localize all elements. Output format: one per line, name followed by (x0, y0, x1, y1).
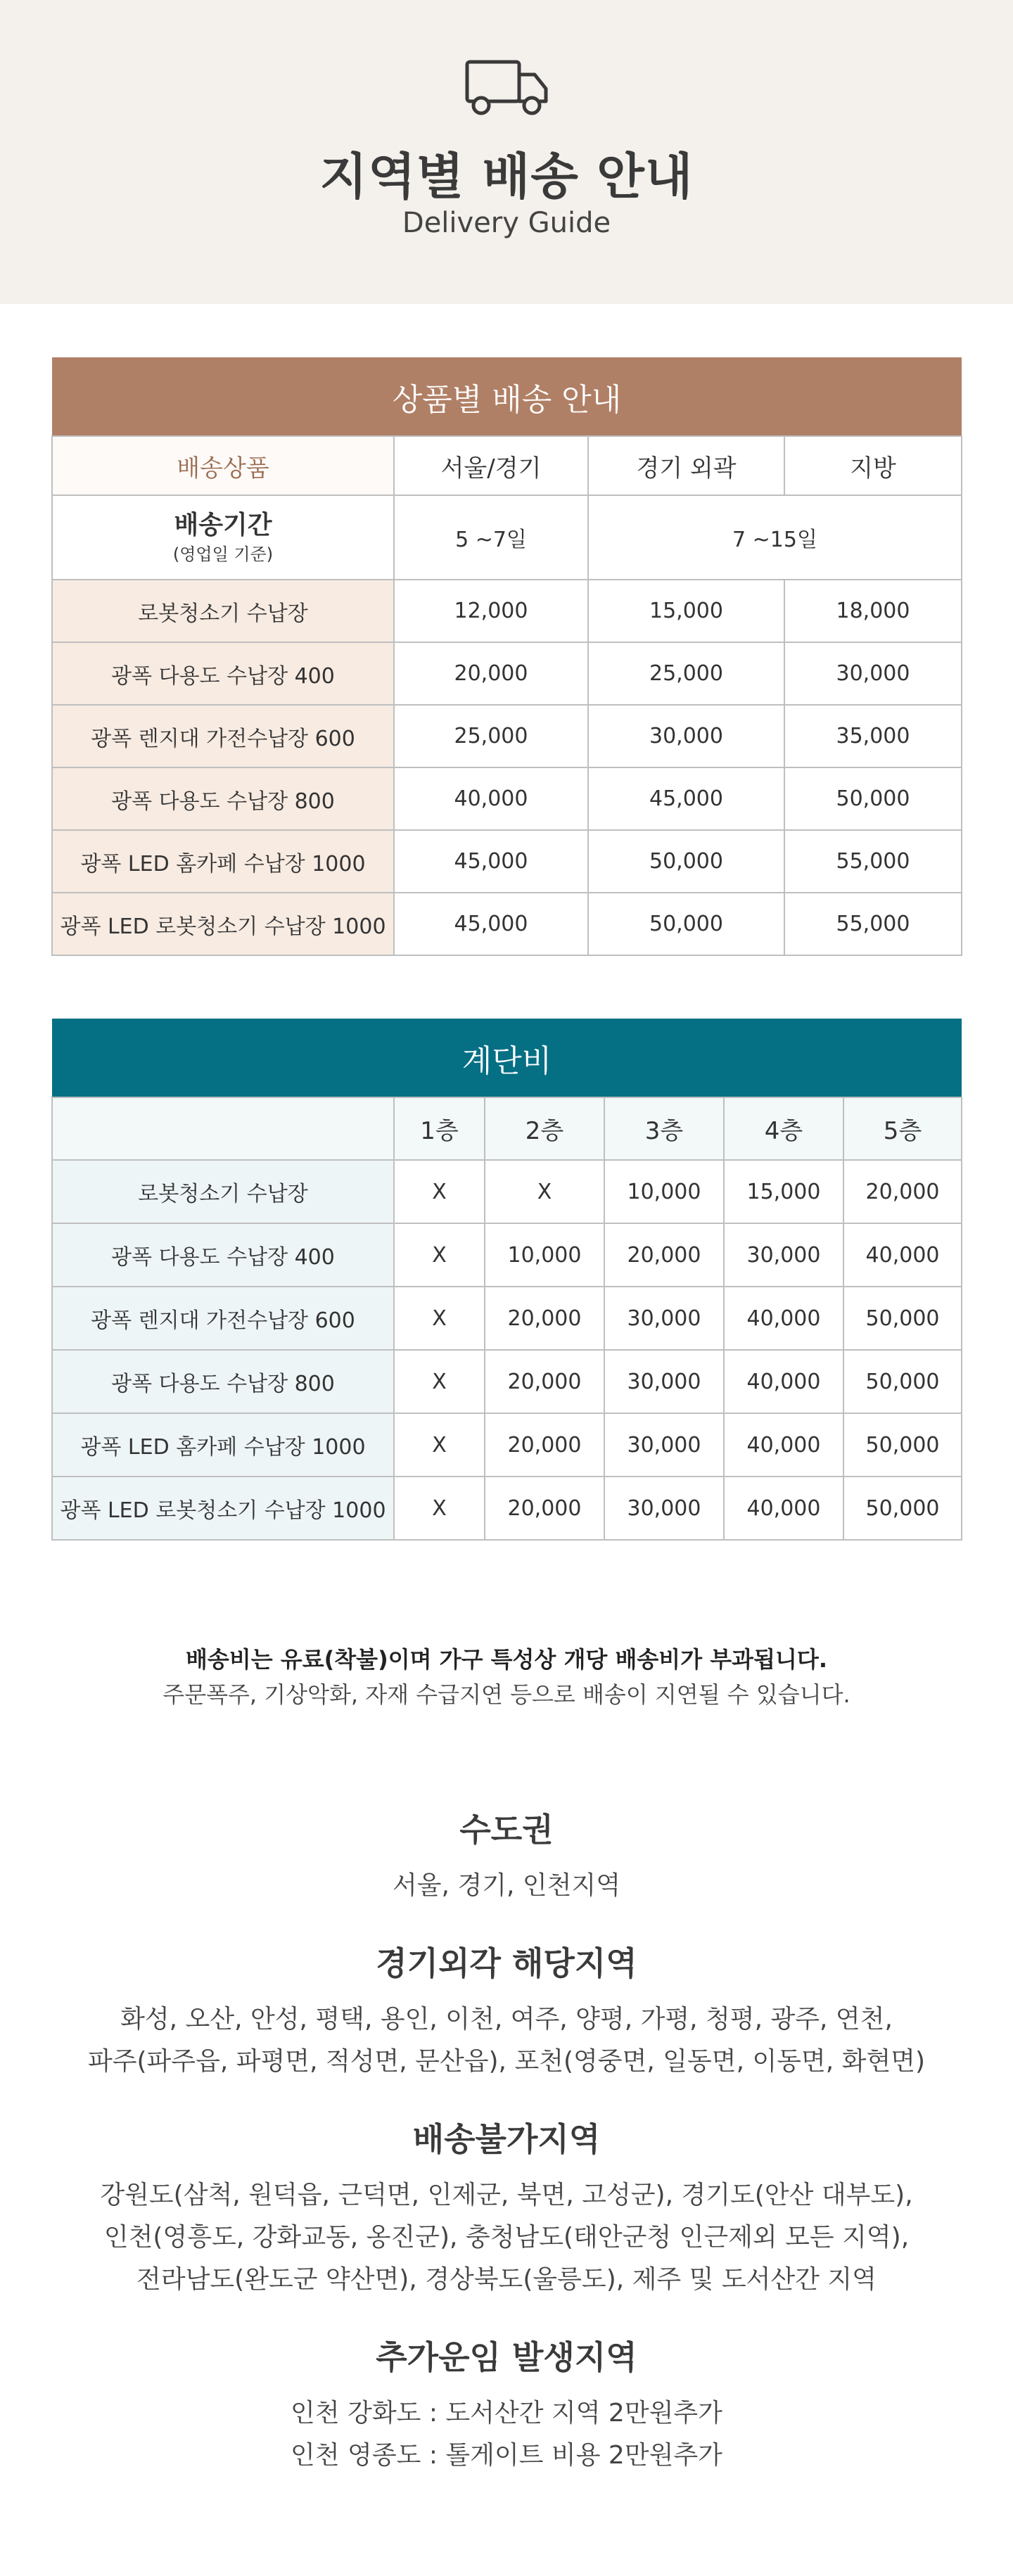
column-header-gyeonggi-outer: 경기 외곽 (588, 436, 784, 495)
fee-gyeonggi-outer: 30,000 (588, 705, 784, 767)
fee-gyeonggi-outer: 15,000 (588, 580, 784, 642)
fee-province: 35,000 (784, 705, 962, 767)
fee-floor-2: 20,000 (485, 1413, 604, 1477)
fee-floor-1: X (394, 1287, 485, 1350)
region-title: 수도권 (459, 1811, 554, 1849)
shipping-notice (0, 1642, 1013, 1709)
column-header-province: 지방 (784, 436, 962, 495)
region-title: 배송불가지역 (412, 2120, 601, 2158)
fee-floor-3: 10,000 (604, 1160, 724, 1223)
truck-icon (464, 59, 549, 117)
fee-floor-4: 30,000 (724, 1223, 843, 1287)
fee-floor-3: 30,000 (604, 1287, 724, 1350)
fee-province: 18,000 (784, 580, 962, 642)
notice-fee-text: 배송비는 유료(착불)이며 가구 특성상 개당 배송비가 부과됩니다. (186, 1646, 827, 1673)
region-metro (0, 1804, 1013, 1907)
fee-floor-2: X (485, 1160, 604, 1223)
product-name: 광폭 LED 로봇청소기 수납장 1000 (52, 893, 394, 955)
fee-floor-5: 50,000 (843, 1287, 962, 1350)
product-name: 광폭 LED 홈카페 수납장 1000 (52, 1413, 394, 1477)
delivery-period-other: 7 ~15일 (588, 495, 962, 580)
table-row (52, 580, 962, 642)
fee-floor-1: X (394, 1160, 485, 1223)
table-row (52, 1160, 962, 1223)
fee-metro: 45,000 (394, 893, 588, 955)
fee-floor-4: 40,000 (724, 1287, 843, 1350)
delivery-period-note: (영업일 기준) (172, 544, 274, 565)
fee-metro: 25,000 (394, 705, 588, 767)
table-row (52, 642, 962, 705)
fee-floor-1: X (394, 1413, 485, 1477)
fee-floor-1: X (394, 1477, 485, 1540)
product-name: 로봇청소기 수납장 (52, 580, 394, 642)
table-row (52, 1350, 962, 1413)
fee-floor-5: 20,000 (843, 1160, 962, 1223)
fee-floor-5: 40,000 (843, 1223, 962, 1287)
fee-floor-3: 20,000 (604, 1223, 724, 1287)
region-info (0, 1804, 1013, 2508)
region-text: 인천 영종도 : 톨게이트 비용 2만원추가 (291, 2441, 722, 2470)
region-text: 전라남도(완도군 약산면), 경상북도(울릉도), 제주 및 도서산간 지역 (136, 2265, 877, 2294)
region-text: 인천 강화도 : 도서산간 지역 2만원추가 (291, 2399, 722, 2428)
product-name: 광폭 다용도 수납장 800 (52, 1350, 394, 1413)
fee-gyeonggi-outer: 50,000 (588, 893, 784, 955)
column-header-floor-3: 3층 (604, 1097, 724, 1160)
fee-gyeonggi-outer: 45,000 (588, 767, 784, 830)
table-row (52, 893, 962, 955)
table-row (52, 1287, 962, 1350)
column-header-floor-5: 5층 (843, 1097, 962, 1160)
region-extra-fee (0, 2332, 1013, 2477)
column-header-floor-4: 4층 (724, 1097, 843, 1160)
fee-floor-1: X (394, 1223, 485, 1287)
region-title: 경기외각 해당지역 (376, 1944, 637, 1982)
table-row (52, 830, 962, 893)
notice-delay-text: 주문폭주, 기상악화, 자재 수급지연 등으로 배송이 지연될 수 있습니다. (163, 1681, 850, 1708)
column-header-blank (52, 1097, 394, 1160)
table-row (52, 767, 962, 830)
fee-floor-1: X (394, 1350, 485, 1413)
fee-floor-2: 20,000 (485, 1477, 604, 1540)
column-header-metro: 서울/경기 (394, 436, 588, 495)
column-header-product: 배송상품 (52, 436, 394, 495)
page-subtitle: Delivery Guide (402, 207, 611, 239)
shipping-fee-table (51, 357, 962, 956)
region-undeliverable (0, 2114, 1013, 2301)
fee-metro: 40,000 (394, 767, 588, 830)
product-name: 광폭 LED 로봇청소기 수납장 1000 (52, 1477, 394, 1540)
region-gyeonggi-outer (0, 1938, 1013, 2083)
region-text: 화성, 오산, 안성, 평택, 용인, 이천, 여주, 양평, 가평, 청평, 광주, 연천, (120, 2005, 893, 2034)
delivery-period-label (52, 495, 394, 580)
product-name: 광폭 LED 홈카페 수납장 1000 (52, 830, 394, 893)
page-header (0, 0, 1013, 304)
table-row (52, 1413, 962, 1477)
column-header-floor-2: 2층 (485, 1097, 604, 1160)
delivery-period-title: 배송기간 (174, 510, 272, 540)
fee-floor-2: 20,000 (485, 1350, 604, 1413)
product-name: 광폭 다용도 수납장 400 (52, 1223, 394, 1287)
column-header-floor-1: 1층 (394, 1097, 485, 1160)
fee-floor-5: 50,000 (843, 1413, 962, 1477)
fee-metro: 20,000 (394, 642, 588, 705)
product-name: 광폭 렌지대 가전수납장 600 (52, 705, 394, 767)
fee-province: 55,000 (784, 830, 962, 893)
fee-metro: 45,000 (394, 830, 588, 893)
product-name: 광폭 렌지대 가전수납장 600 (52, 1287, 394, 1350)
product-name: 광폭 다용도 수납장 800 (52, 767, 394, 830)
fee-floor-4: 40,000 (724, 1413, 843, 1477)
fee-province: 30,000 (784, 642, 962, 705)
fee-gyeonggi-outer: 50,000 (588, 830, 784, 893)
region-text: 파주(파주읍, 파평면, 적성면, 문산읍), 포천(영중면, 일동면, 이동면, 화현면) (87, 2047, 926, 2076)
fee-gyeonggi-outer: 25,000 (588, 642, 784, 705)
table-row (52, 705, 962, 767)
delivery-period-metro: 5 ~7일 (394, 495, 588, 580)
fee-metro: 12,000 (394, 580, 588, 642)
table-row (52, 1477, 962, 1540)
page-title: 지역별 배송 안내 (319, 148, 694, 205)
fee-province: 55,000 (784, 893, 962, 955)
product-name: 광폭 다용도 수납장 400 (52, 642, 394, 705)
stair-table-caption: 계단비 (52, 1019, 962, 1097)
table-row (52, 1223, 962, 1287)
fee-floor-3: 30,000 (604, 1413, 724, 1477)
fee-province: 50,000 (784, 767, 962, 830)
fee-floor-4: 40,000 (724, 1350, 843, 1413)
fee-floor-4: 40,000 (724, 1477, 843, 1540)
region-text: 서울, 경기, 인천지역 (393, 1871, 620, 1900)
fee-floor-2: 10,000 (485, 1223, 604, 1287)
fee-floor-5: 50,000 (843, 1350, 962, 1413)
stair-fee-table (51, 1019, 962, 1541)
shipping-table-caption: 상품별 배송 안내 (52, 357, 962, 436)
product-name: 로봇청소기 수납장 (52, 1160, 394, 1223)
region-text: 인천(영흥도, 강화교동, 옹진군), 충청남도(태안군청 인근제외 모든 지역), (103, 2223, 910, 2252)
fee-floor-3: 30,000 (604, 1477, 724, 1540)
region-title: 추가운임 발생지역 (376, 2338, 637, 2376)
fee-floor-3: 30,000 (604, 1350, 724, 1413)
fee-floor-2: 20,000 (485, 1287, 604, 1350)
fee-floor-5: 50,000 (843, 1477, 962, 1540)
fee-floor-4: 15,000 (724, 1160, 843, 1223)
region-text: 강원도(삼척, 원덕읍, 근덕면, 인제군, 북면, 고성군), 경기도(안산 대부도), (100, 2181, 913, 2210)
